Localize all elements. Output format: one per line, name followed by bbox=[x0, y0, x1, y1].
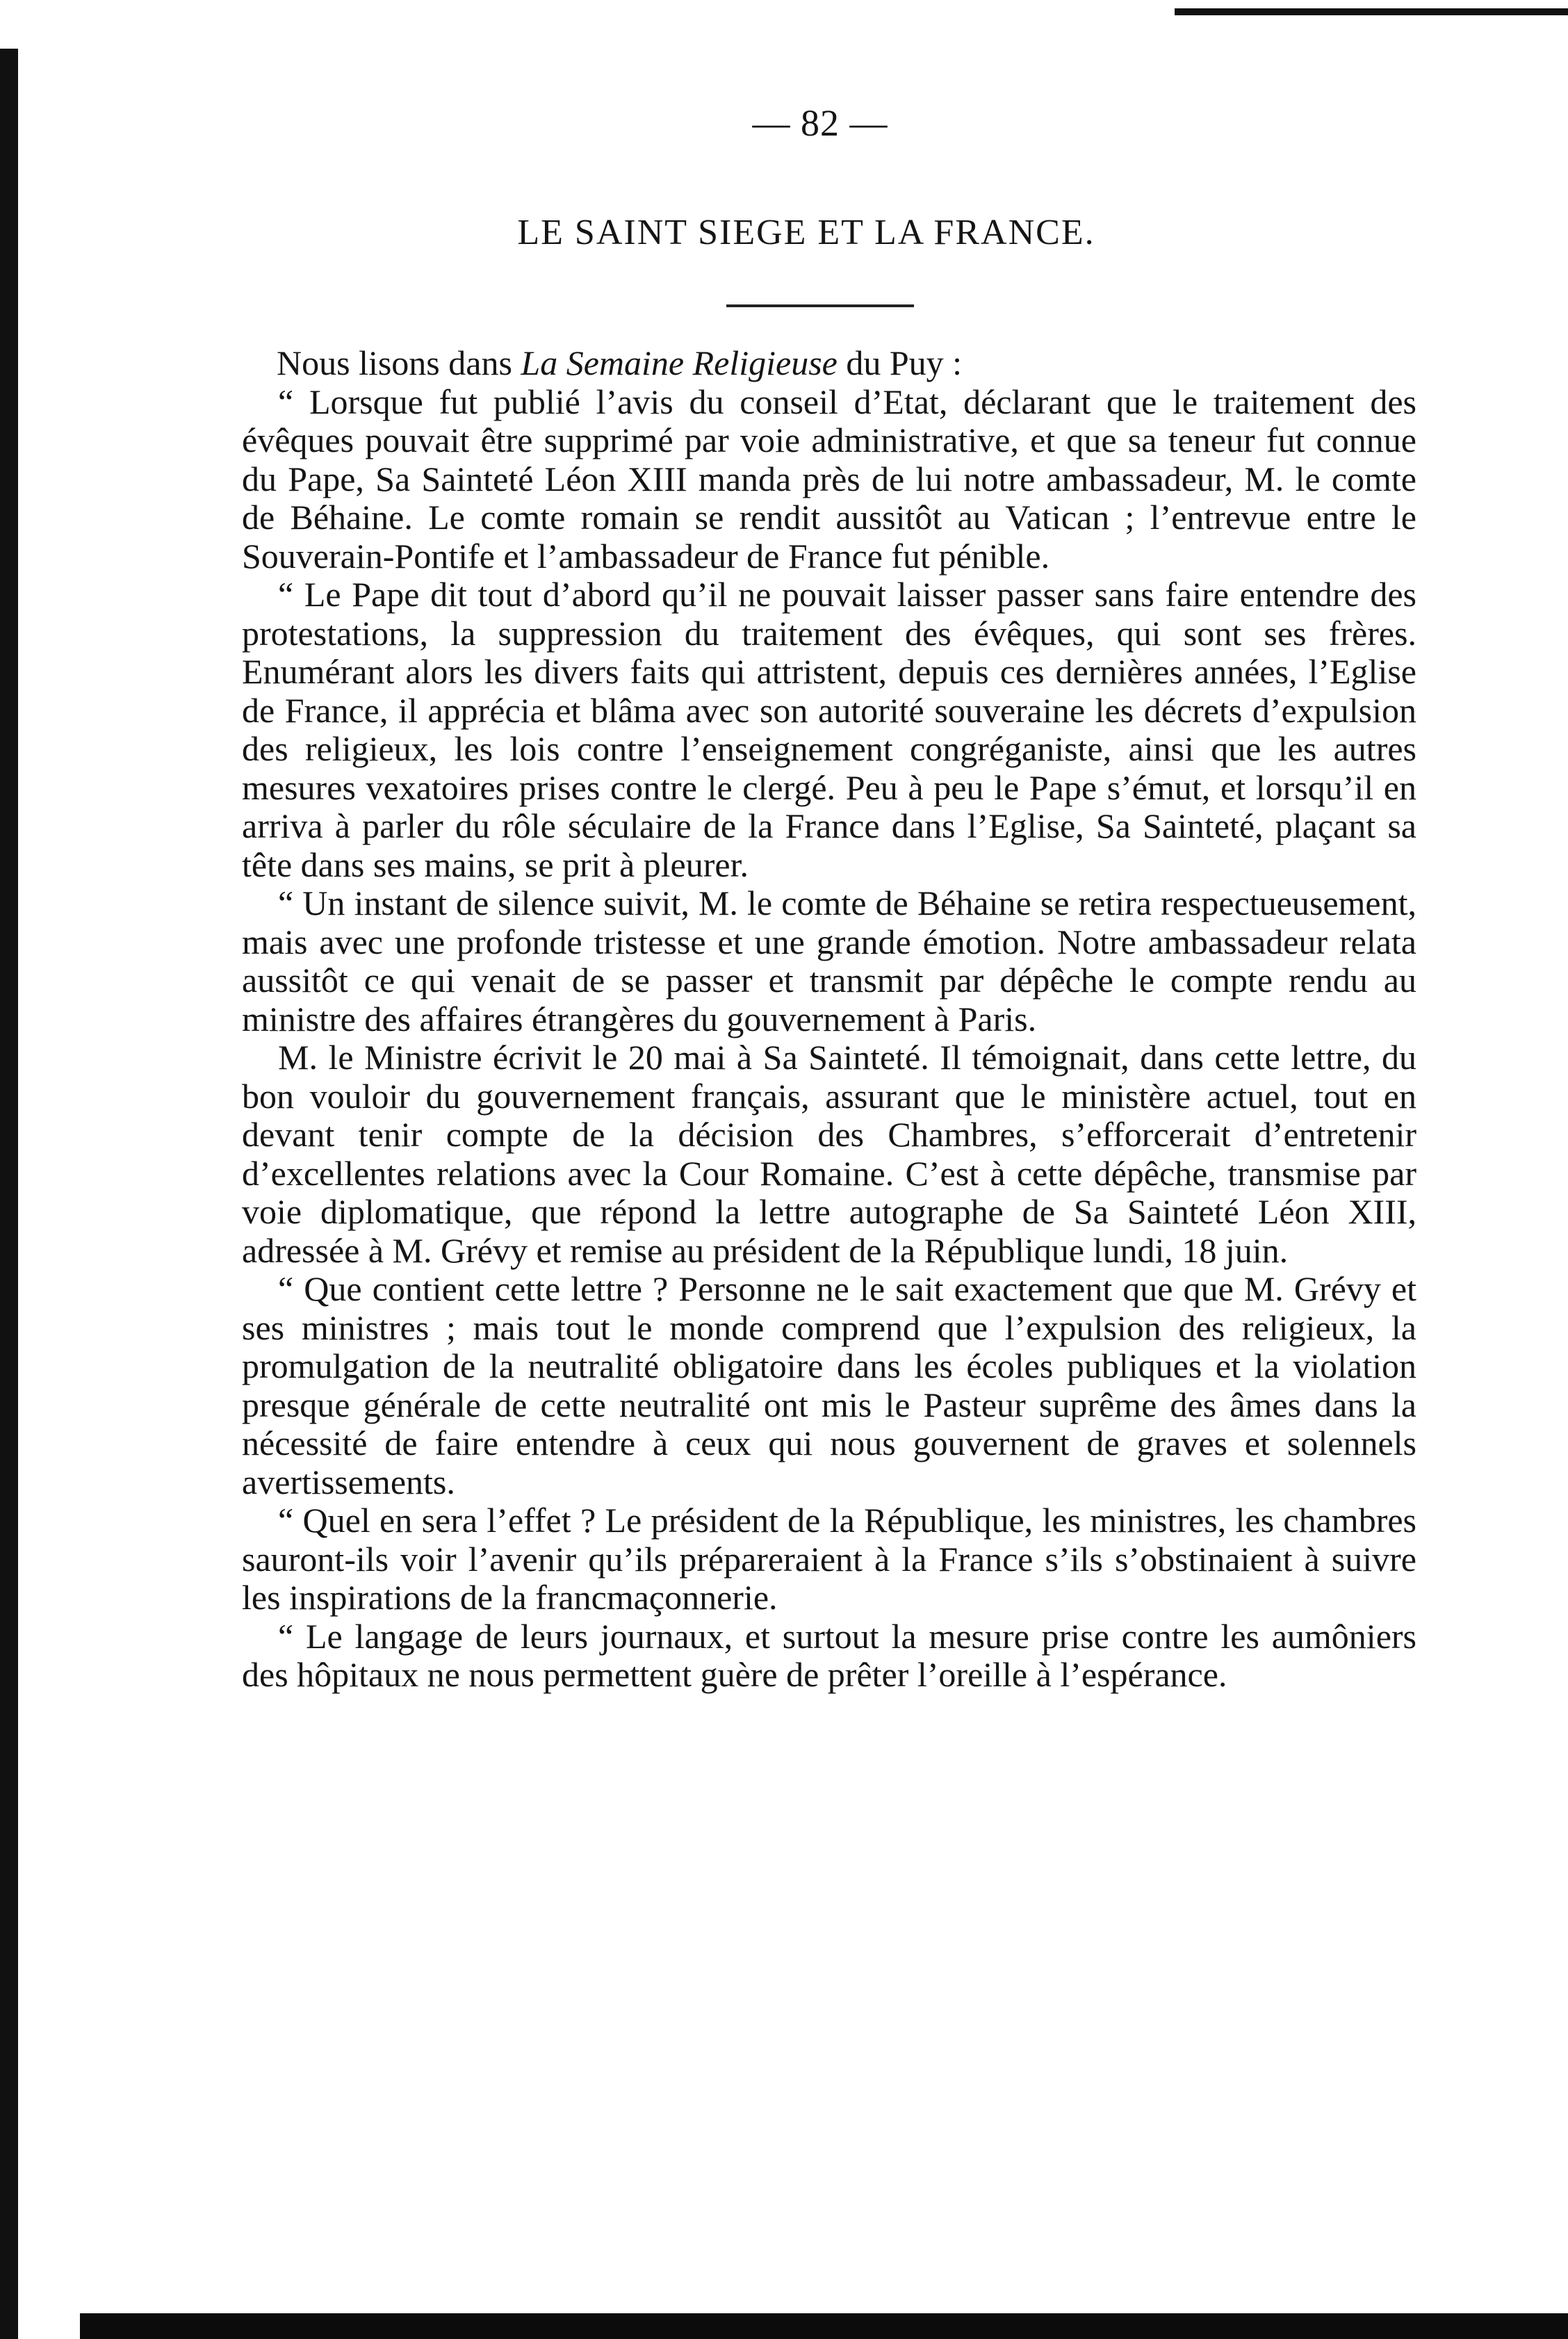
intro-before: Nous lisons dans bbox=[277, 343, 521, 382]
scan-top-rule bbox=[1175, 8, 1568, 15]
article-body bbox=[242, 344, 1416, 1695]
paragraph-6: “ Quel en sera l’effet ? Le président de la République, les ministres, les chambres sauront-ils voir l’avenir qu’ils prépareraient à la France s’ils s’obstinaient à suivre les inspirations de la francmaçonnerie. bbox=[242, 1501, 1416, 1617]
scan-bottom-edge bbox=[80, 2313, 1568, 2339]
paragraph-1: “ Lorsque fut publié l’avis du conseil d’Etat, déclarant que le traitement des évêques pouvait être supprimé par voie administrative, et que sa teneur fut connue du Pape, Sa Sainteté Léon XIII manda près de lui notre ambassadeur, M. le comte de Béhaine. Le comte romain se rendit aussitôt au Vatican ; l’entrevue entre le Souverain-Pontife et l’ambassadeur de France fut pénible. bbox=[242, 382, 1416, 576]
intro-after: du Puy : bbox=[837, 343, 963, 382]
paragraph-3: “ Un instant de silence suivit, M. le comte de Béhaine se retira respectueusement, mais avec une profonde tristesse et une grande émotion. Notre ambassadeur relata aussitôt ce qui venait de se passer et transmit par dépêche le compte rendu au ministre des affaires étrangères du gouvernement à Paris. bbox=[242, 883, 1416, 1038]
title-divider bbox=[726, 304, 914, 307]
paragraph-7: “ Le langage de leurs journaux, et surtout la mesure prise contre les aumôniers des hôpitaux ne nous permettent guère de prêter l’oreille à l’espérance. bbox=[242, 1616, 1416, 1694]
paragraph-4: M. le Ministre écrivit le 20 mai à Sa Sainteté. Il témoignait, dans cette lettre, du bon vouloir du gouvernement français, assurant que le ministère actuel, tout en devant tenir compte de la décision des Chambres, s’efforcerait d’entretenir d’excellentes relations avec la Cour Romaine. C’est à cette dépêche, transmise par voie diplomatique, que répond la lettre autographe de Sa Sainteté Léon XIII, adressée à M. Grévy et remise au président de la République lundi, 18 juin. bbox=[242, 1038, 1416, 1270]
page-number: — 82 — bbox=[752, 102, 888, 144]
paragraph-2: “ Le Pape dit tout d’abord qu’il ne pouvait laisser passer sans faire entendre des protestations, la suppression du traitement des évêques, qui sont ses frères. Enumérant alors les divers faits qui attristent, depuis ces dernières années, l’Eglise de France, il apprécia et blâma avec son autorité souveraine les décrets d’expulsion des religieux, les lois contre l’enseignement congréganiste, ainsi que les autres mesures vexatoires prises contre le clergé. Peu à peu le Pape s’émut, et lorsqu’il en arriva à parler du rôle séculaire de la France dans l’Eglise, Sa Sainteté, plaçant sa tête dans ses mains, se prit à pleurer. bbox=[242, 575, 1416, 884]
intro-line bbox=[242, 344, 1416, 383]
source-title: La Semaine Religieuse bbox=[521, 343, 838, 382]
article-title: LE SAINT SIEGE ET LA FRANCE. bbox=[517, 213, 1095, 252]
scan-left-edge bbox=[0, 49, 18, 2339]
paragraph-5: “ Que contient cette lettre ? Personne ne le sait exactement que que M. Grévy et ses ministres ; mais tout le monde comprend que l’expulsion des religieux, la promulgation de la neutralité obligatoire dans les écoles publiques et la violation presque générale de cette neutralité ont mis le Pasteur suprême des âmes dans la nécessité de faire entendre à ceux qui nous gouvernent de graves et solennels avertissements. bbox=[242, 1269, 1416, 1501]
